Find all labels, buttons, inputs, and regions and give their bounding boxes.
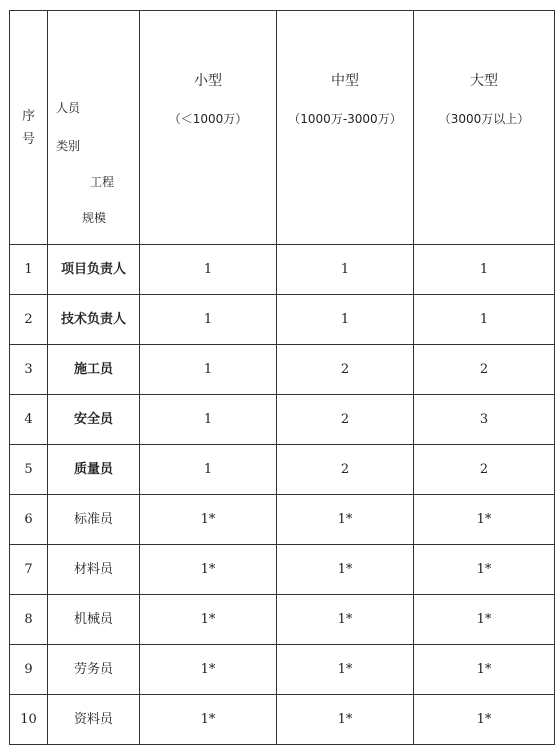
table-row — [10, 395, 555, 445]
large-count: 1* — [414, 695, 555, 745]
small-count: 1 — [140, 345, 277, 395]
large-scale-title: 大型 — [470, 73, 498, 89]
small-count: 1* — [140, 695, 277, 745]
row-number: 7 — [10, 545, 48, 595]
row-number: 1 — [10, 245, 48, 295]
staffing-table — [9, 10, 555, 745]
small-scale-range: （＜1000万） — [168, 112, 248, 126]
corner-header — [48, 11, 139, 244]
medium-count: 2 — [277, 345, 414, 395]
medium-count: 1* — [277, 595, 414, 645]
medium-scale-title: 中型 — [331, 73, 359, 89]
table-row — [10, 295, 555, 345]
role-name: 技术负责人 — [48, 295, 140, 345]
header-corner-cell — [48, 11, 140, 245]
row-number: 8 — [10, 595, 48, 645]
row-number: 5 — [10, 445, 48, 495]
medium-count: 2 — [277, 395, 414, 445]
corner-label-scale: 规模 — [82, 211, 107, 225]
row-number: 2 — [10, 295, 48, 345]
header-small-cell — [140, 11, 277, 245]
large-count: 1* — [414, 645, 555, 695]
table-row — [10, 595, 555, 645]
large-count: 1 — [414, 295, 555, 345]
medium-count: 1* — [277, 695, 414, 745]
small-count: 1* — [140, 495, 277, 545]
corner-label-project: 工程 — [90, 175, 115, 189]
medium-count: 2 — [277, 445, 414, 495]
row-number: 3 — [10, 345, 48, 395]
medium-count: 1* — [277, 545, 414, 595]
small-count: 1* — [140, 545, 277, 595]
small-count: 1 — [140, 245, 277, 295]
medium-count: 1 — [277, 295, 414, 345]
role-name: 机械员 — [48, 595, 140, 645]
corner-label-personnel: 人员 — [56, 101, 81, 115]
large-count: 1* — [414, 545, 555, 595]
large-scale-range: （3000万以上） — [438, 112, 530, 126]
row-number: 10 — [10, 695, 48, 745]
role-name: 标准员 — [48, 495, 140, 545]
small-scale-title: 小型 — [194, 73, 222, 89]
table-row — [10, 645, 555, 695]
medium-count: 1 — [277, 245, 414, 295]
table-row — [10, 545, 555, 595]
table-row — [10, 345, 555, 395]
index-header-label: 序号 — [21, 108, 35, 147]
large-count: 3 — [414, 395, 555, 445]
table-row — [10, 695, 555, 745]
medium-scale-range: （1000万-3000万） — [288, 112, 402, 126]
table-row — [10, 245, 555, 295]
role-name: 安全员 — [48, 395, 140, 445]
large-count: 2 — [414, 445, 555, 495]
header-index-cell — [10, 11, 48, 245]
header-large-cell — [414, 11, 555, 245]
small-count: 1* — [140, 595, 277, 645]
small-count: 1 — [140, 395, 277, 445]
table-header-row — [10, 11, 555, 245]
role-name: 材料员 — [48, 545, 140, 595]
large-count: 2 — [414, 345, 555, 395]
large-count: 1* — [414, 495, 555, 545]
large-count: 1 — [414, 245, 555, 295]
large-count: 1* — [414, 595, 555, 645]
role-name: 项目负责人 — [48, 245, 140, 295]
row-number: 4 — [10, 395, 48, 445]
row-number: 9 — [10, 645, 48, 695]
medium-count: 1* — [277, 495, 414, 545]
table-row — [10, 495, 555, 545]
role-name: 施工员 — [48, 345, 140, 395]
small-count: 1* — [140, 645, 277, 695]
corner-label-category: 类别 — [56, 139, 81, 153]
row-number: 6 — [10, 495, 48, 545]
header-medium-cell — [277, 11, 414, 245]
table-row — [10, 445, 555, 495]
small-count: 1 — [140, 445, 277, 495]
role-name: 资料员 — [48, 695, 140, 745]
medium-count: 1* — [277, 645, 414, 695]
small-count: 1 — [140, 295, 277, 345]
role-name: 质量员 — [48, 445, 140, 495]
role-name: 劳务员 — [48, 645, 140, 695]
